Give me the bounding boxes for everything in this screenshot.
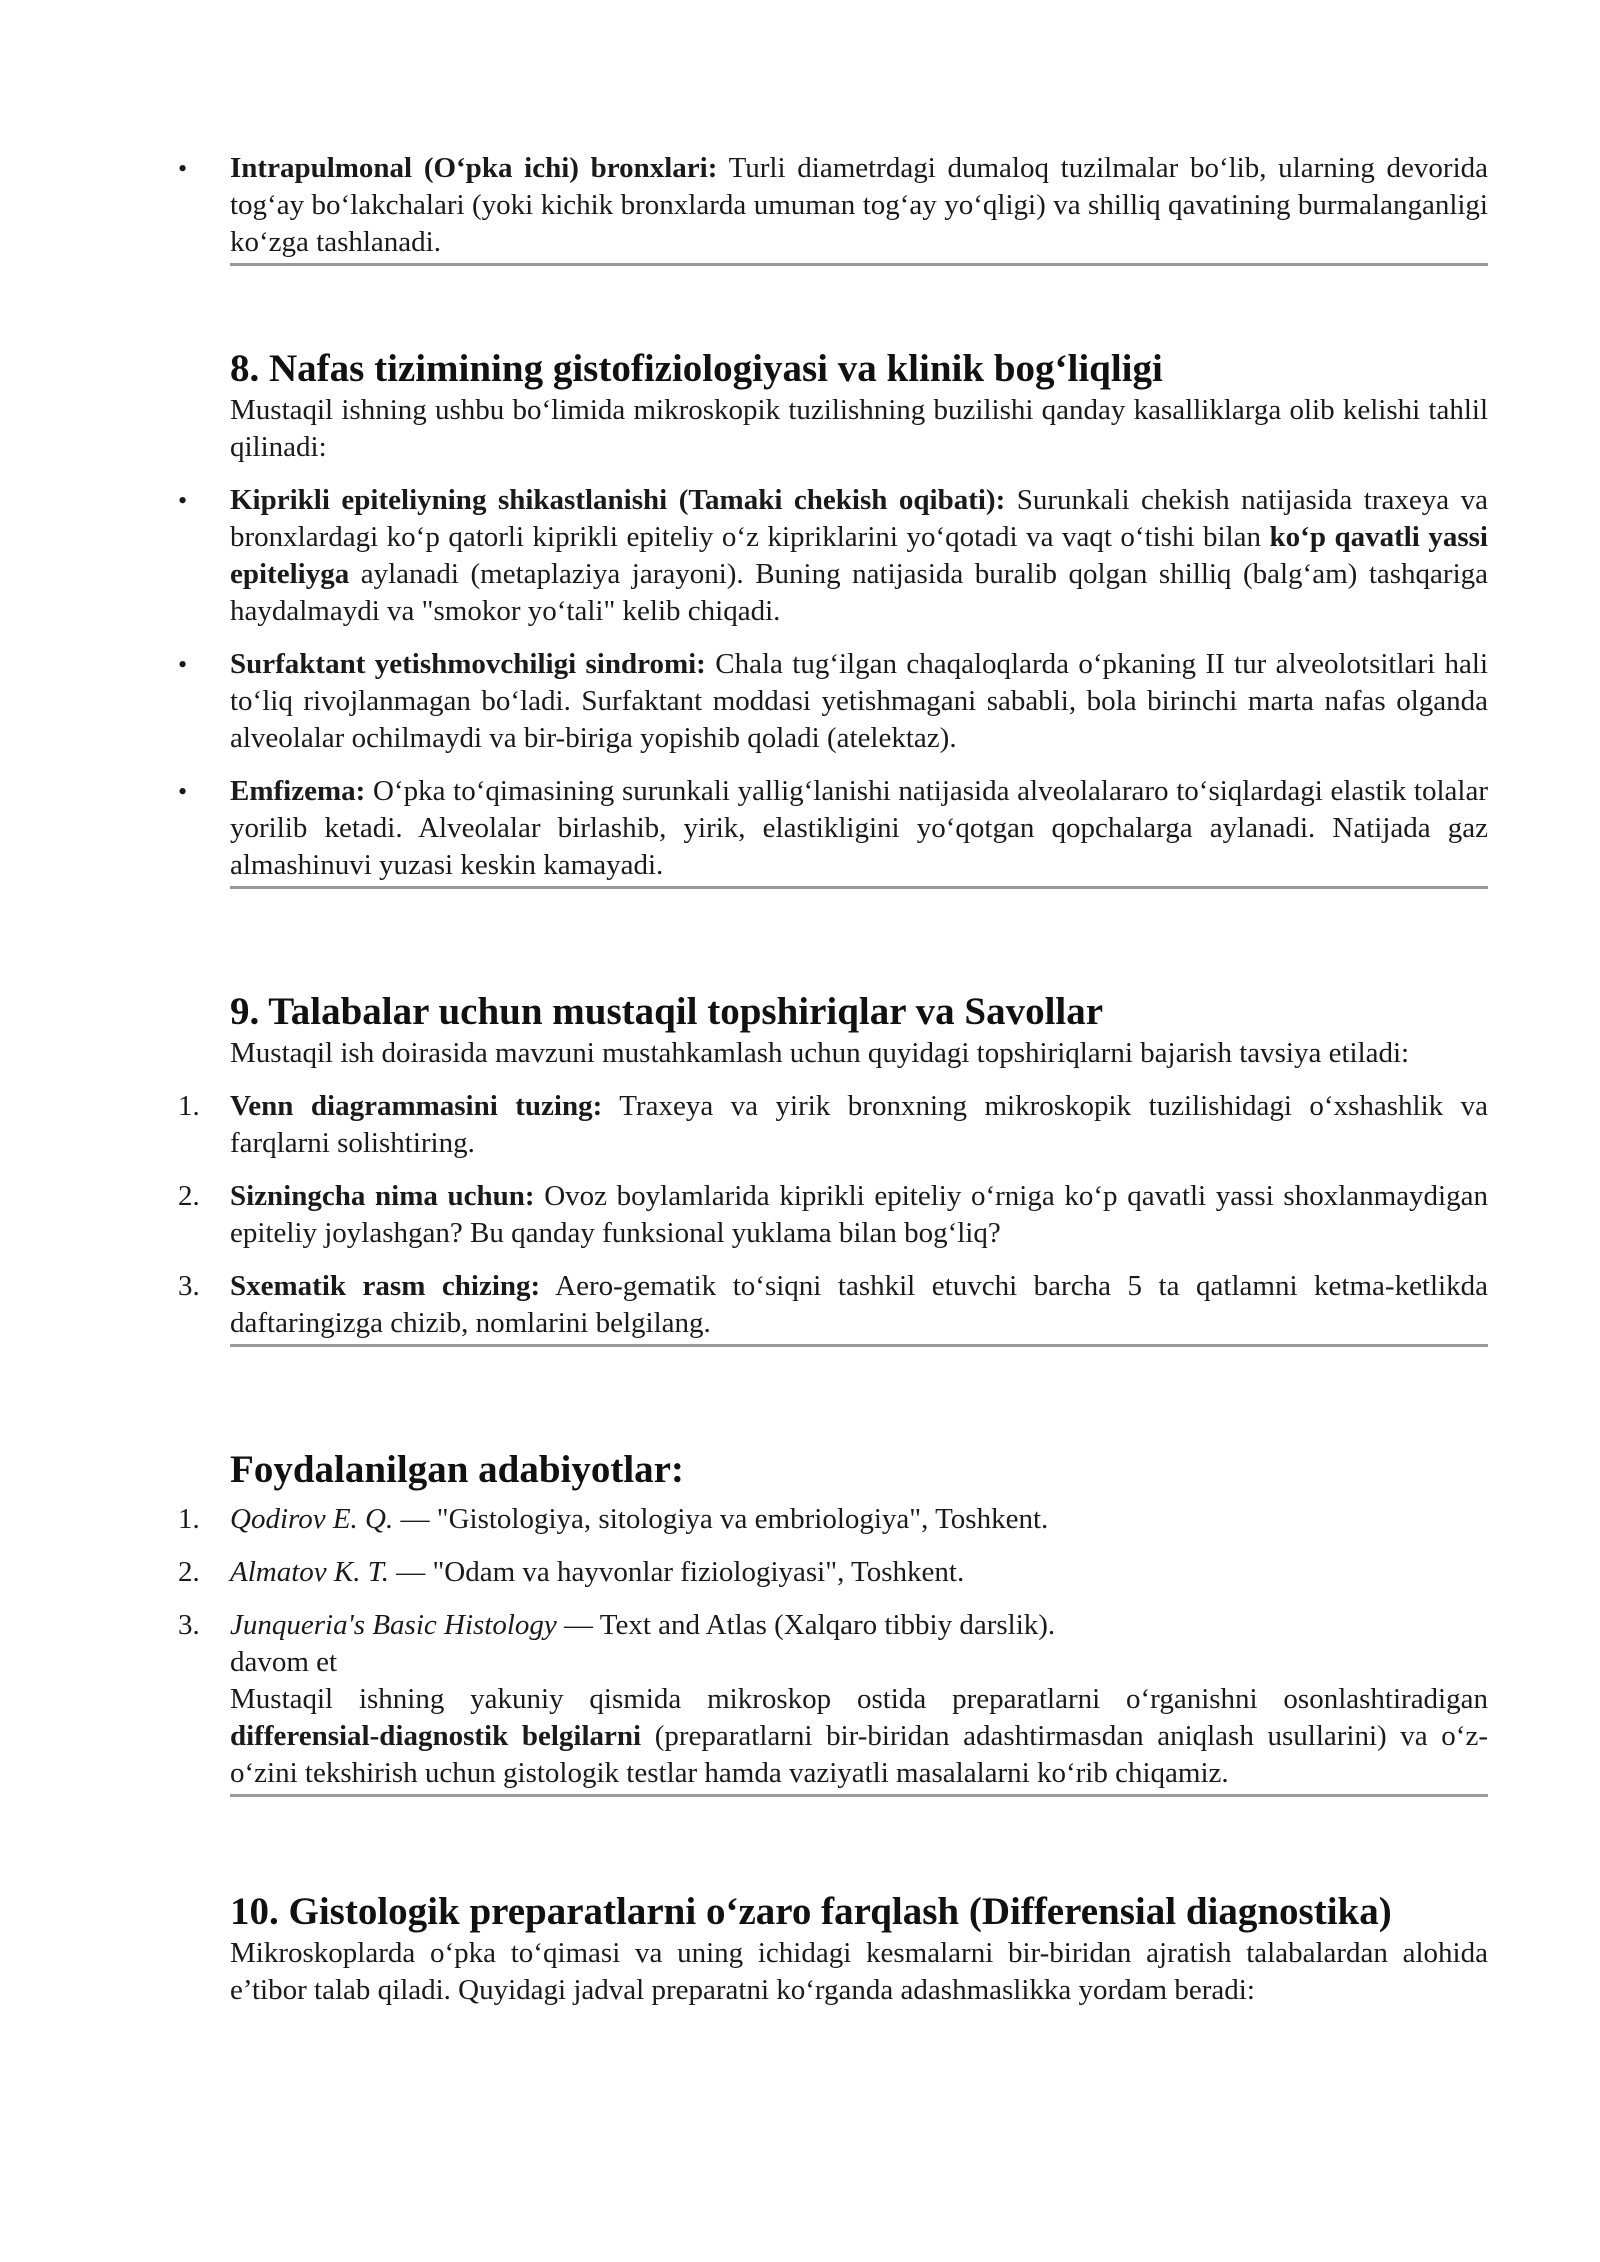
item-text: Surunkali chekish natijasida traxeya va bronxlardagi ko‘p qatorli kiprikli epiteliy o‘z kipriklarini yo‘qotadi va vaqt o‘tishi bilan — [230, 484, 1488, 553]
section-divider — [230, 263, 1488, 266]
item-title: Intrapulmonal (O‘pka ichi) bronxlari: — [230, 152, 718, 184]
list-item — [178, 1178, 1488, 1252]
item-title: Venn diagrammasini tuzing: — [230, 1090, 603, 1122]
top-bullet-list — [178, 150, 1488, 261]
list-number: 1. — [178, 1090, 200, 1122]
list-number: 3. — [178, 1609, 200, 1641]
section-divider — [230, 1794, 1488, 1797]
list-number: 2. — [178, 1180, 200, 1212]
paragraph-text: Mustaqil ishning yakuniy qismida mikroskop ostida preparatlarni o‘rganishni osonlashtiradigan — [230, 1683, 1488, 1715]
paragraph-bold-text: differensial-diagnostik belgilarni — [230, 1720, 642, 1752]
section-intro-8: Mustaqil ishning ushbu bo‘limida mikroskopik tuzilishning buzilishi qanday kasalliklarga olib kelishi tahlil qilinadi: — [230, 394, 1488, 463]
reference-author: Qodirov E. Q. — [230, 1503, 394, 1535]
reference-item — [178, 1501, 1488, 1538]
references-heading: Foydalanilgan adabiyotlar: — [230, 1448, 684, 1491]
section-8-list — [178, 482, 1488, 884]
item-bold-text: ko‘p qavatli yassi epiteliyga — [230, 521, 1488, 590]
continue-label: davom et — [230, 1646, 338, 1678]
list-item — [178, 150, 1488, 261]
list-number: 1. — [178, 1503, 200, 1535]
section-heading-10: 10. Gistologik preparatlarni o‘zaro farqlash (Differensial diagnostika) — [230, 1890, 1392, 1933]
section-heading-9: 9. Talabalar uchun mustaqil topshiriqlar va Savollar — [230, 990, 1104, 1033]
bullet-marker: • — [178, 486, 188, 515]
section-intro-10: Mikroskoplarda o‘pka to‘qimasi va uning ichidagi kesmalarni bir-biridan ajratish talabalardan alohida e’tibor talab qiladi. Quyidagi jadval preparatni ko‘rganda adashmaslikka yordam beradi: — [230, 1937, 1488, 2006]
item-text: Ovoz boylamlarida kiprikli epiteliy o‘rniga ko‘p qavatli yassi shoxlanmaydigan epiteliy joylashgan? Bu qanday funksional yuklama bilan bog‘liq? — [230, 1180, 1488, 1249]
reference-text: — "Odam va hayvonlar fiziologiyasi", Toshkent. — [388, 1556, 965, 1588]
list-item — [178, 1088, 1489, 1162]
reference-author: Almatov K. T. — [230, 1556, 389, 1588]
bullet-marker: • — [178, 650, 188, 679]
item-title: Sxematik rasm chizing: — [230, 1270, 541, 1302]
bullet-marker: • — [178, 777, 188, 806]
section-divider — [230, 886, 1488, 889]
reference-text: — Text and Atlas (Xalqaro tibbiy darslik). — [556, 1609, 1056, 1641]
list-item — [178, 773, 1488, 884]
section-heading-8: 8. Nafas tizimining gistofiziologiyasi va klinik bog‘liqligi — [230, 347, 1163, 390]
reference-text: — "Gistologiya, sitologiya va embriologiya", Toshkent. — [393, 1503, 1049, 1535]
item-text: Traxeya va yirik bronxning mikroskopik tuzilishidagi o‘xshashlik va farqlarni solishtiring. — [230, 1090, 1489, 1159]
document-content — [178, 150, 1489, 2009]
section-intro-9: Mustaqil ish doirasida mavzuni mustahkamlash uchun quyidagi topshiriqlarni bajarish tavsiya etiladi: — [230, 1037, 1410, 1069]
list-item — [178, 1268, 1488, 1342]
paragraph-text: (preparatlarni bir-biridan adashtirmasdan aniqlash usullarini) va o‘z-o‘zini tekshirish uchun gistologik testlar hamda vaziyatli masalalarni ko‘rib chiqamiz. — [230, 1720, 1488, 1789]
item-text: O‘pka to‘qimasining surunkali yallig‘lanishi natijasida alveolalararo to‘siqlardagi elastik tolalar yorilib ketadi. Alveolalar birlashib, yirik, elastikligini yo‘qotgan qopchalarga aylanadi. Natijada gaz almashinuvi yuzasi keskin kamayadi. — [230, 775, 1488, 881]
reference-item — [178, 1607, 1488, 1644]
list-number: 2. — [178, 1556, 200, 1588]
item-title: Surfaktant yetishmovchiligi sindromi: — [230, 648, 706, 680]
item-text: Turli diametrdagi dumaloq tuzilmalar bo‘lib, ularning devorida tog‘ay bo‘lakchalari (yoki kichik bronxlarda umuman tog‘ay yo‘qligi) va shilliq qavatining burmalanganligi ko‘zga tashlanadi. — [230, 152, 1488, 258]
reference-item — [178, 1554, 1488, 1591]
list-number: 3. — [178, 1270, 200, 1302]
section-9-list — [178, 1088, 1489, 1342]
references-list — [178, 1501, 1488, 1644]
bullet-marker: • — [178, 154, 188, 183]
item-title: Emfizema: — [230, 775, 366, 807]
item-text: aylanadi (metaplaziya jarayoni). Buning natijasida buralib qolgan shilliq (balg‘am) tashqariga haydalmaydi va "smokor yo‘tali" kelib chiqadi. — [230, 558, 1488, 627]
item-text: Aero-gematik to‘siqni tashkil etuvchi barcha 5 ta qatlamni ketma-ketlikda daftaringizga chizib, nomlarini belgilang. — [230, 1270, 1488, 1339]
section-divider — [230, 1344, 1488, 1347]
list-item — [178, 646, 1488, 757]
item-title: Sizningcha nima uchun: — [230, 1180, 535, 1212]
list-item — [178, 482, 1488, 630]
item-text: Chala tug‘ilgan chaqaloqlarda o‘pkaning II tur alveolotsitlari hali to‘liq rivojlanmagan bo‘ladi. Surfaktant moddasi yetishmagani sababli, bola birinchi marta nafas olganda alveolalar ochilmaydi va bir-biriga yopishib qoladi (atelektaz). — [230, 648, 1488, 754]
closing-paragraph — [230, 1681, 1488, 1792]
reference-author: Junqueria's Basic Histology — [230, 1609, 557, 1641]
item-title: Kiprikli epiteliyning shikastlanishi (Tamaki chekish oqibati): — [230, 484, 1006, 516]
